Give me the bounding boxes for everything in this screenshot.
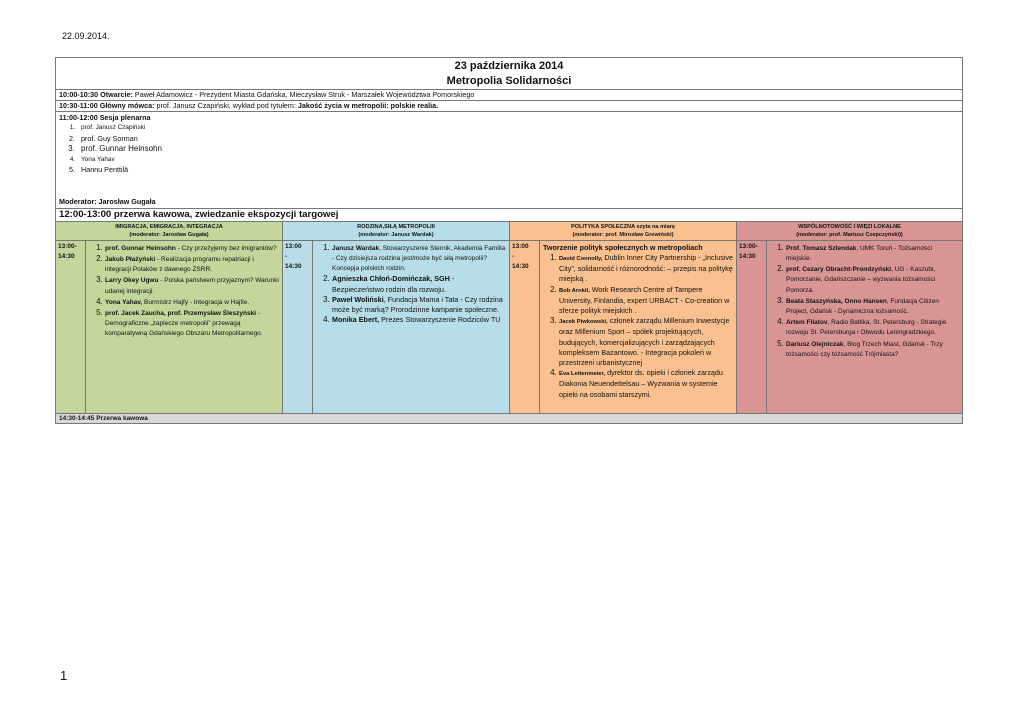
session-immigration bbox=[56, 222, 283, 413]
talk-item: 4. Artem Filatov, Radio Baltika, St. Petersburg - Strategie rozwoju St. Petersburga i Obwodu Leningradzkiego. bbox=[786, 317, 959, 338]
session-community bbox=[737, 222, 962, 413]
document-date: 22.09.2014. bbox=[62, 31, 110, 41]
session-title: WSPÓLNOTOWOŚĆ I WIĘZI LOKALNE bbox=[798, 223, 901, 230]
plenary-heading: 11:00-12:00 Sesja plenarna bbox=[59, 113, 151, 122]
talk-item: 3. Beata Staszyńska, Onno Hansen, Fundacja Citizen Project, Gdańsk - Dynamiczna tożsamość. bbox=[786, 296, 959, 317]
talk-item: 2. Bob Arnkil, Work Research Centre of Tampere University, Finlandia, expert URBACT - Co-creation w sferze polityk miejskich . bbox=[559, 285, 733, 317]
session-talks bbox=[767, 241, 962, 413]
session-moderator: (moderator: Jarosław Gugała) bbox=[129, 231, 209, 238]
session-time: 13:00- 14:30 bbox=[56, 241, 86, 413]
session-talks bbox=[540, 241, 736, 413]
session-talks bbox=[86, 241, 282, 413]
plenary-speaker: 3. prof. Gunnar Heinsohn bbox=[77, 144, 959, 154]
talk-item: 2. Agnieszka Chłoń-Domińczak, SGH - Bezpieczeństwo rodzin dla rozwoju. bbox=[332, 274, 506, 294]
session-moderator: (moderator: Janusz Wardak) bbox=[358, 231, 434, 238]
page-number: 1 bbox=[60, 668, 68, 683]
session-time: 13:00 - 14:30 bbox=[510, 241, 540, 413]
coffee-break-row: 14:30-14:45 Przerwa kawowa bbox=[56, 414, 962, 423]
session-header bbox=[283, 222, 509, 241]
session-time: 13:00 - 14:30 bbox=[283, 241, 313, 413]
session-header bbox=[510, 222, 736, 241]
keynote-title: Jakość życia w metropolii: polskie realia. bbox=[297, 101, 439, 110]
talk-item: 2. prof. Cezary Obracht-Prondzyński, UG - Kaszubi, Pomorzanie, Gdańszczanie – wyzwania tożsamości Pomorza. bbox=[786, 264, 959, 296]
keynote-row bbox=[56, 101, 962, 112]
session-moderator: (moderator: prof. Mirosław Grewiński) bbox=[572, 231, 674, 238]
talk-item: 1. David Connolly, Dublin Inner City Partnership - „Inclusive City”, solidarność i różnorodność: – przepis na politykę miejską . bbox=[559, 253, 733, 285]
talk-item: 5. Dariusz Olejniczak, Blog Trzech Miast, Gdańsk - Trzy tożsamości czy tożsamość Trójmiasta? bbox=[786, 339, 959, 360]
session-subtitle: Tworzenie polityk społecznych w metropoliach bbox=[543, 242, 703, 252]
keynote-time: 10:30-11:00 Główny mówca: bbox=[59, 101, 155, 110]
plenary-session bbox=[56, 112, 962, 209]
session-title: IMIGRACJA, EMIGRACJA, INTEGRACJA bbox=[115, 223, 223, 230]
talk-item: 3. Larry Okey Ugwu - Polska państwem przyjaznym? Warunki udanej integracji. bbox=[105, 275, 279, 296]
talk-item: 4. Yona Yahav, Burmistrz Hajfy - Integracja w Hajfie. bbox=[105, 297, 279, 308]
talk-item: 3. Paweł Woliński, Fundacja Mama i Tata - Czy rodzina może być marką? Prorodzinne kampanie społeczne. bbox=[332, 295, 506, 315]
keynote-text: prof. Janusz Czapiński, wykład pod tytułem: bbox=[154, 101, 298, 110]
plenary-speaker: 5. Hannu Penttilä bbox=[77, 165, 959, 175]
session-talks bbox=[313, 241, 509, 413]
plenary-moderator: Moderator: Jarosław Gugała bbox=[59, 197, 156, 207]
session-time: 13:00- 14:30 bbox=[737, 241, 767, 413]
session-social-policy bbox=[510, 222, 737, 413]
session-family bbox=[283, 222, 510, 413]
session-moderator: (moderator: prof. Mariusz Czepczyński)) bbox=[796, 231, 903, 238]
talk-item: 1. prof. Gunnar Heinsohn - Czy przeżyjemy bez imigrantów? bbox=[105, 243, 279, 254]
plenary-speaker: 4. Yona Yahav bbox=[77, 155, 959, 165]
event-date: 23 października 2014 bbox=[454, 60, 564, 72]
lunch-break-row: 12:00-13:00 przerwa kawowa, zwiedzanie ekspozycji targowej bbox=[56, 209, 962, 222]
opening-time: 10:00-10:30 Otwarcie: bbox=[59, 90, 133, 99]
talk-item: 1. Prof. Tomasz Szlendak, UMK Toruń - Tożsamości miejskie. bbox=[786, 243, 959, 264]
parallel-sessions bbox=[56, 222, 962, 414]
talk-item: 4. Eva Lettenmeier, dyrektor ds. opieki i członek zarządu Diakonia Neuendettelsau – Wyzwania w systemie opieki na osobami starszymi. bbox=[559, 368, 733, 400]
agenda-table bbox=[55, 57, 963, 424]
agenda-title bbox=[56, 58, 962, 90]
talk-item: 3. Jacek Piwkowski, członek zarządu Millenium Inwestycje oraz Millenium Sport – spółek projektujących, budujących, komercjalizujących i zarządzających kompleksem Bażantowo. - Integracja pokoleń w przestrzeni urbanistycznej bbox=[559, 316, 733, 368]
talk-item: 2. Jakub Płażyński - Realizacja programu repatriacji i integracji Polaków z dawnego ZSRR. bbox=[105, 254, 279, 275]
plenary-speaker: 2. prof. Guy Sorman bbox=[77, 134, 959, 144]
session-title: POLITYKA SPOŁECZNA szyta na miarę bbox=[570, 223, 676, 230]
plenary-speaker: 1. prof. Janusz Czapiński bbox=[77, 123, 959, 133]
opening-row bbox=[56, 90, 962, 101]
talk-item: 5. prof. Jacek Zaucha, prof. Przemysław Śleszyński - Demograficzne „zaplecze metropolii” przewagą komparatywną Gdańskiego Obszaru Metropolitarnego. bbox=[105, 308, 279, 340]
event-name: Metropolia Solidarności bbox=[446, 75, 572, 87]
opening-text: Paweł Adamowicz - Prezydent Miasta Gdańska, Mieczysław Struk - Marszałek Województwa Pomorskiego bbox=[132, 90, 475, 99]
talk-item: 4. Monika Ebert, Prezes Stowarzyszenie Rodziców TU bbox=[332, 315, 506, 325]
session-header bbox=[56, 222, 282, 241]
plenary-speakers bbox=[59, 123, 959, 175]
session-title: RODZINA,SIŁĄ METROPOLIII bbox=[357, 223, 435, 230]
talk-item: 1. Janusz Wardak, Stowarzyszenie Sternik, Akademia Familia - Czy dzisiejsza rodzina jest/może być siłą metropolii? Koncepja polskich rodzin. bbox=[332, 243, 506, 275]
session-header bbox=[737, 222, 962, 241]
